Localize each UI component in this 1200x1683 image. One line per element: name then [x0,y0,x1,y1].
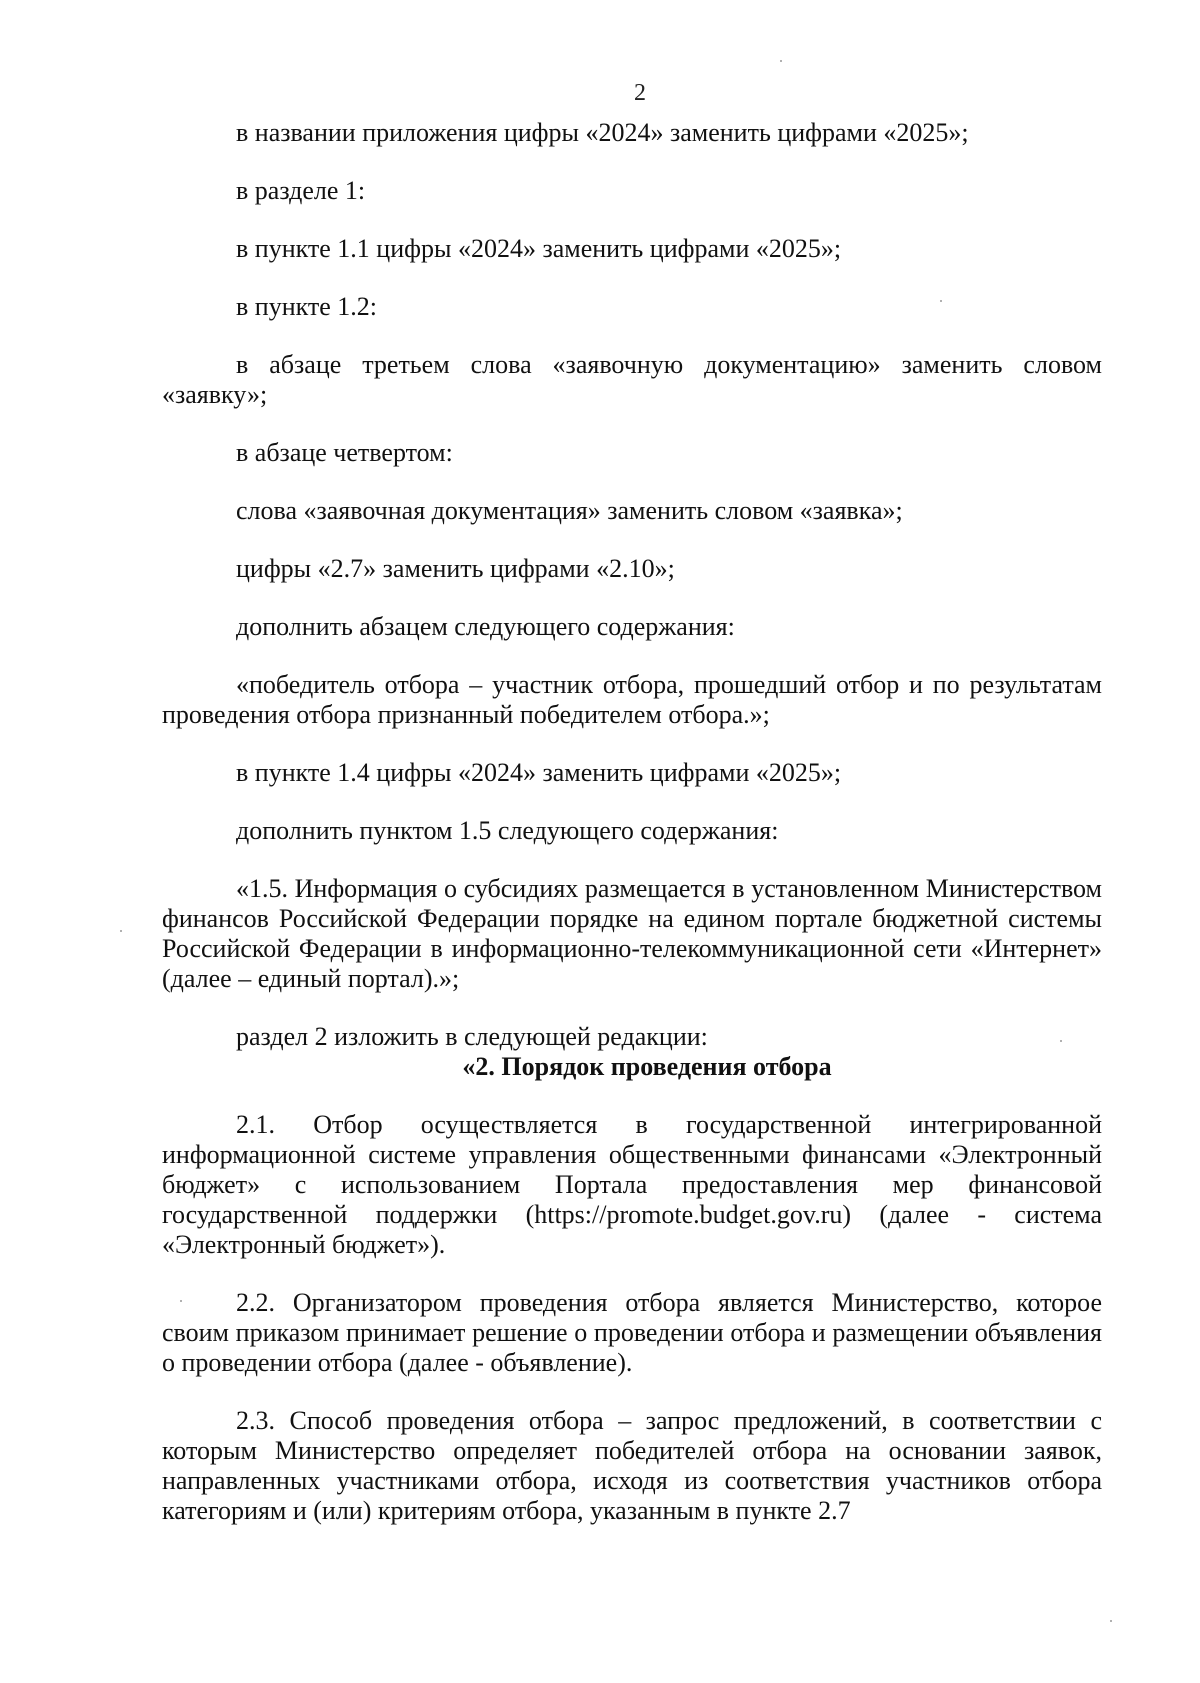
scan-speck [120,930,122,932]
scan-speck [1110,1620,1112,1622]
paragraph-14: раздел 2 изложить в следующей редакции: [236,1022,708,1051]
section-paragraph-2-1: 2.1. Отбор осуществляется в государственной интегрированной информационной системе управления общественными финансами «Электронный бюджет» с использованием Портала предоставления мер финансовой государственной поддержки (https://promote.budget.gov.ru) (далее - система «Электронный бюджет»). [162,1110,1102,1259]
paragraph-13: «1.5. Информация о субсидиях размещается в установленном Министерством финансов Российской Федерации порядке на едином портале бюджетной системы Российской Федерации в информационно-телекоммуникационной сети «Интернет» (далее – единый портал).»; [162,874,1102,993]
section-heading: «2. Порядок проведения отбора [462,1052,832,1081]
scan-speck [1060,1040,1062,1042]
paragraph-6: в абзаце четвертом: [236,438,453,467]
scan-speck [180,1300,182,1302]
scan-speck [780,60,782,62]
document-body [162,118,1102,1526]
paragraph-4: в пункте 1.2: [236,292,378,321]
paragraph-3: в пункте 1.1 цифры «2024» заменить цифрами «2025»; [236,234,842,263]
section-paragraph-2-2: 2.2. Организатором проведения отбора является Министерство, которое своим приказом принимает решение о проведении отбора и размещении объявления о проведении отбора (далее - объявление). [162,1288,1102,1377]
scan-speck [940,300,942,302]
paragraph-5: в абзаце третьем слова «заявочную документацию» заменить словом «заявку»; [162,350,1102,409]
page-number: 2 [634,80,646,106]
paragraph-9: дополнить абзацем следующего содержания: [236,612,735,641]
paragraph-7: слова «заявочная документация» заменить словом «заявка»; [236,496,903,525]
paragraph-8: цифры «2.7» заменить цифрами «2.10»; [236,554,675,583]
paragraph-11: в пункте 1.4 цифры «2024» заменить цифрами «2025»; [236,758,842,787]
paragraph-10: «победитель отбора – участник отбора, прошедший отбор и по результатам проведения отбора признанный победителем отбора.»; [162,670,1102,729]
section-paragraph-2-3: 2.3. Способ проведения отбора – запрос предложений, в соответствии с которым Министерство определяет победителей отбора на основании заявок, направленных участниками отбора, исходя из соответствия участников отбора категориям и (или) критериям отбора, указанным в пункте 2.7 [162,1406,1102,1525]
paragraph-12: дополнить пунктом 1.5 следующего содержания: [236,816,779,845]
paragraph-1: в названии приложения цифры «2024» заменить цифрами «2025»; [236,118,969,147]
paragraph-2: в разделе 1: [236,176,366,205]
